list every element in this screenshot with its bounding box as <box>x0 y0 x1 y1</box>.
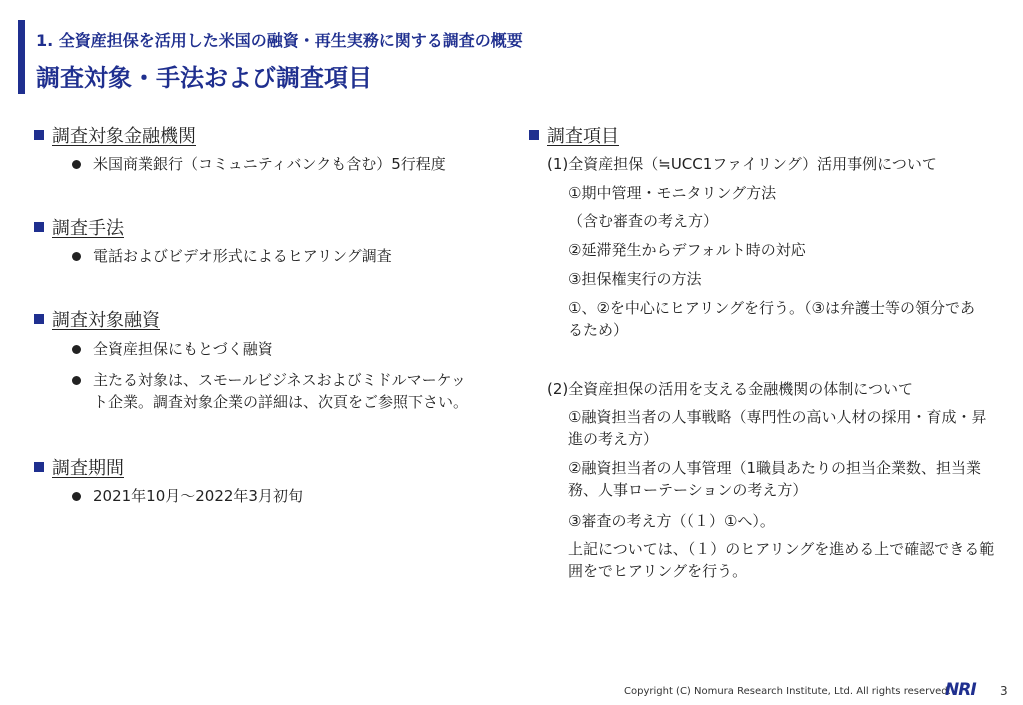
part1-item1-note: （含む審査の考え方） <box>568 212 719 230</box>
section-heading-period: 調査期間 <box>34 454 124 480</box>
section-subtitle: 1. 全資産担保を活用した米国の融資・再生実務に関する調査の概要 <box>36 31 523 50</box>
bullet-dot-icon <box>72 160 81 169</box>
part1-item3: ③担保権実行の方法 <box>568 270 702 288</box>
nri-logo: NRI <box>945 680 976 700</box>
bullet-item: 主たる対象は、スモールビジネスおよびミドルマーケット企業。調査対象企業の詳細は、次頁をご参照下さい。 <box>72 369 472 413</box>
part1-title: (1)全資産担保（≒UCC1ファイリング）活用事例について <box>547 155 937 173</box>
bullet-item: 2021年10月～2022年3月初旬 <box>72 485 472 507</box>
part2-item3: ③審査の考え方（（１）①へ）。 <box>568 512 775 530</box>
section-heading-target-institutions: 調査対象金融機関 <box>34 122 196 148</box>
part1-item2: ②延滞発生からデフォルト時の対応 <box>568 241 806 259</box>
square-bullet-icon <box>34 222 44 232</box>
copyright-text: Copyright (C) Nomura Research Institute, Ltd. All rights reserved. <box>624 686 951 697</box>
bullet-item: 電話およびビデオ形式によるヒアリング調査 <box>72 245 472 267</box>
page-title: 調査対象・手法および調査項目 <box>36 64 372 92</box>
bullet-item: 米国商業銀行（コミュニティバンクも含む）5行程度 <box>72 153 472 175</box>
part2-item1: ①融資担当者の人事戦略（専門性の高い人材の採用・育成・昇進の考え方） <box>568 408 987 448</box>
bullet-dot-icon <box>72 252 81 261</box>
page-number: 3 <box>1000 684 1008 698</box>
bullet-dot-icon <box>72 376 81 385</box>
part1-item1: ①期中管理・モニタリング方法 <box>568 184 777 202</box>
title-accent-bar <box>18 20 25 94</box>
square-bullet-icon <box>529 130 539 140</box>
part1-note: ①、②を中心にヒアリングを行う。（③は弁護士等の領分であるため） <box>568 299 975 339</box>
part2-note: 上記については、（１）のヒアリングを進める上で確認できる範囲をでヒアリングを行う。 <box>568 540 995 580</box>
square-bullet-icon <box>34 130 44 140</box>
square-bullet-icon <box>34 314 44 324</box>
section-heading-target-loans: 調査対象融資 <box>34 306 160 332</box>
bullet-dot-icon <box>72 345 81 354</box>
part2-title: (2)全資産担保の活用を支える金融機関の体制について <box>547 380 913 398</box>
bullet-item: 全資産担保にもとづく融資 <box>72 338 472 360</box>
square-bullet-icon <box>34 462 44 472</box>
section-heading-method: 調査手法 <box>34 214 124 240</box>
part2-item2: ②融資担当者の人事管理（1職員あたりの担当企業数、担当業務、人事ローテーションの考え方） <box>568 459 981 499</box>
bullet-dot-icon <box>72 492 81 501</box>
section-heading-survey-items: 調査項目 <box>529 122 619 148</box>
